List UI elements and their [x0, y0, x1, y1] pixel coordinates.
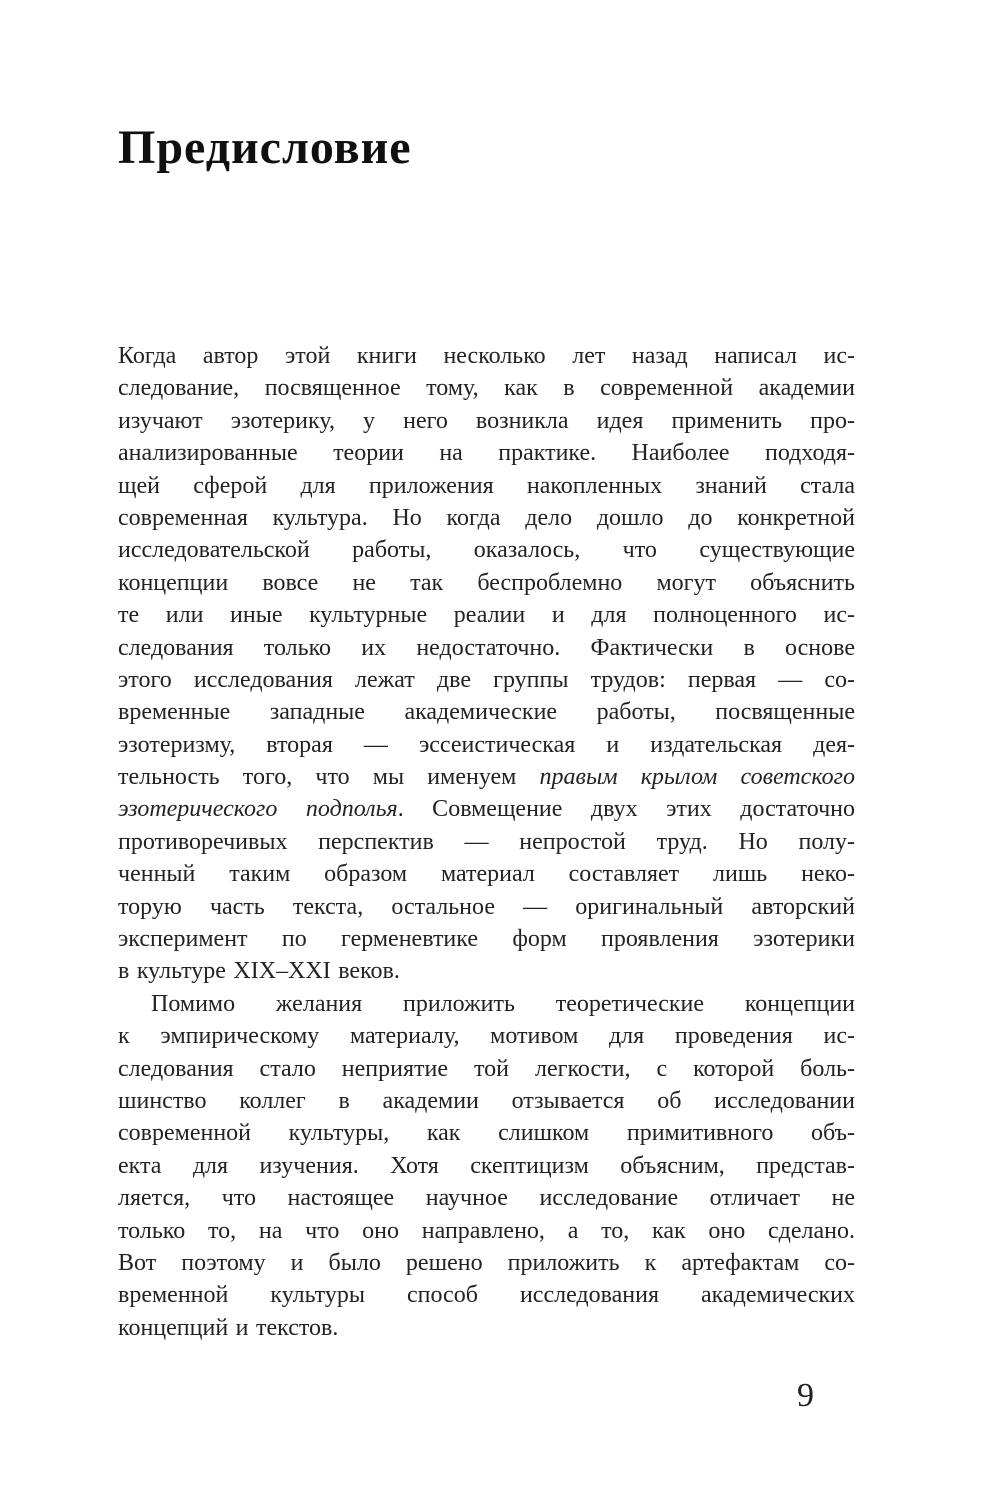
text-segment: эзотеризму, вторая — эссеистическая и издательская дея-	[118, 731, 855, 758]
text-segment: эксперимент по герменевтике форм проявления эзотерики	[118, 926, 855, 953]
text-segment: к эмпирическому материалу, мотивом для проведения ис-	[118, 1023, 855, 1050]
text-line	[118, 761, 855, 793]
text-line	[118, 599, 855, 631]
chapter-title: Предисловие	[118, 121, 412, 174]
text-line	[118, 955, 855, 987]
text-line	[118, 729, 855, 761]
text-line	[118, 1215, 855, 1247]
text-segment: следования только их недостаточно. Фактически в основе	[118, 634, 855, 661]
text-segment: изучают эзотерику, у него возникла идея применить про-	[118, 407, 855, 434]
text-segment: современной культуры, как слишком примитивного объ-	[118, 1120, 855, 1147]
text-line	[118, 1247, 855, 1279]
body-text	[118, 340, 855, 1344]
text-segment: тельность того, что мы именуем	[118, 764, 540, 791]
italic-text-segment: эзотерического подполья	[118, 796, 398, 823]
text-segment: в культуре XIX–XXI веков.	[118, 958, 400, 985]
text-line	[118, 1279, 855, 1311]
text-line	[118, 372, 855, 404]
text-line	[118, 1020, 855, 1052]
text-line	[118, 1150, 855, 1182]
text-segment: те или иные культурные реалии и для полноценного ис-	[118, 602, 855, 629]
text-line	[118, 1182, 855, 1214]
text-line	[118, 1117, 855, 1149]
text-line	[118, 567, 855, 599]
text-segment: временной культуры способ исследования академических	[118, 1282, 855, 1309]
text-segment: Помимо желания приложить теоретические концепции	[151, 990, 855, 1017]
text-segment: этого исследования лежат две группы трудов: первая — со-	[118, 666, 855, 693]
text-line	[118, 470, 855, 502]
text-segment: ляется, что настоящее научное исследование отличает не	[118, 1185, 855, 1212]
text-segment: Вот поэтому и было решено приложить к артефактам со-	[118, 1249, 855, 1276]
text-segment: только то, на что оно направлено, а то, как оно сделано.	[118, 1217, 855, 1244]
text-segment: следования стало неприятие той легкости, с которой боль-	[118, 1055, 855, 1082]
text-segment: исследовательской работы, оказалось, что существующие	[118, 537, 855, 564]
text-segment: противоречивых перспектив — непростой труд. Но полу-	[118, 828, 855, 855]
paragraph	[118, 988, 855, 1344]
text-segment: современная культура. Но когда дело дошло до конкретной	[118, 504, 855, 531]
text-line	[118, 1053, 855, 1085]
text-segment: временные западные академические работы, посвященные	[118, 699, 855, 726]
text-line	[118, 534, 855, 566]
text-line	[118, 502, 855, 534]
paragraph	[118, 340, 855, 988]
text-segment: . Совмещение двух этих достаточно	[397, 796, 855, 823]
italic-text-segment: правым крылом советского	[539, 764, 855, 791]
text-line	[118, 405, 855, 437]
text-line	[118, 1312, 855, 1344]
text-segment: анализированные теории на практике. Наиболее подходя-	[118, 440, 855, 467]
text-line	[118, 988, 855, 1020]
text-line	[118, 1085, 855, 1117]
page-number: 9	[797, 1377, 814, 1414]
text-line	[118, 826, 855, 858]
text-line	[118, 664, 855, 696]
text-line	[118, 632, 855, 664]
text-segment: концепции вовсе не так беспроблемно могут объяснить	[118, 569, 855, 596]
text-line	[118, 696, 855, 728]
text-segment: шинство коллег в академии отзывается об исследовании	[118, 1087, 855, 1114]
text-line	[118, 891, 855, 923]
text-segment: торую часть текста, остальное — оригинальный авторский	[118, 893, 855, 920]
text-line	[118, 793, 855, 825]
text-segment: екта для изучения. Хотя скептицизм объясним, представ-	[118, 1152, 855, 1179]
text-line	[118, 923, 855, 955]
text-segment: концепций и текстов.	[118, 1314, 339, 1341]
text-line	[118, 437, 855, 469]
text-segment: следование, посвященное тому, как в современной академии	[118, 375, 855, 402]
text-line	[118, 340, 855, 372]
text-segment: Когда автор этой книги несколько лет назад написал ис-	[118, 343, 855, 369]
text-segment: щей сферой для приложения накопленных знаний стала	[118, 472, 855, 499]
text-segment: ченный таким образом материал составляет лишь неко-	[118, 861, 855, 888]
text-line	[118, 858, 855, 890]
